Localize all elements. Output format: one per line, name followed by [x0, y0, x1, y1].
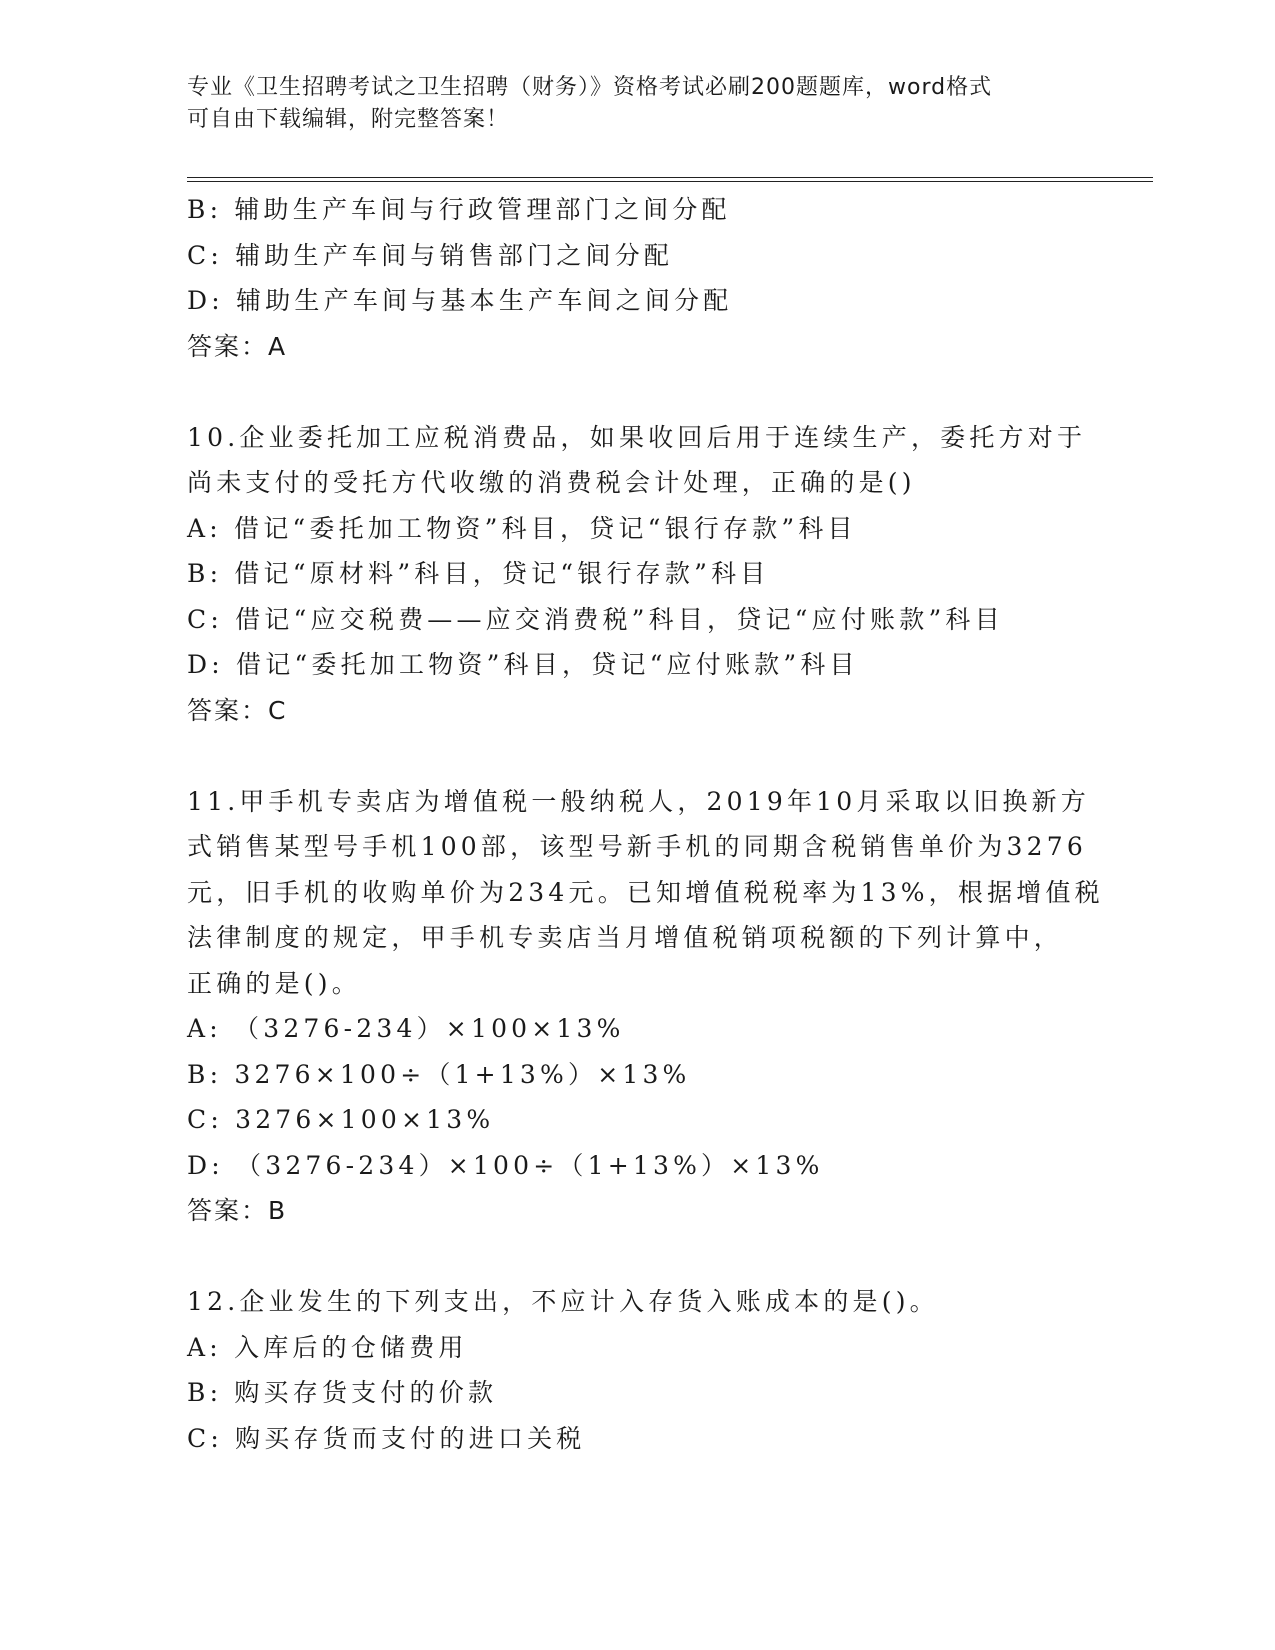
header-line-2: 可自由下载编辑，附完整答案！ [187, 107, 510, 132]
header-line-1: 专业《卫生招聘考试之卫生招聘（财务）》资格考试必刷200题题库，word格式 [187, 75, 993, 100]
question-stem-line: 11.甲手机专卖店为增值税一般纳税人，2019年10月采取以旧换新方 [187, 786, 1090, 816]
question-stem-line: 元，旧手机的收购单价为234元。已知增值税税率为13%，根据增值税 [187, 877, 1104, 907]
option-line: A: 入库后的仓储费用 [187, 1332, 468, 1362]
question-stem-line: 式销售某型号手机100部，该型号新手机的同期含税销售单价为3276 [187, 832, 1087, 861]
question-stem-line: 10.企业委托加工应税消费品，如果收回后用于连续生产，委托方对于 [187, 422, 1087, 452]
answer-line: 答案：B [187, 1196, 288, 1225]
option-line: A: （3276-234）×100×13% [187, 1014, 625, 1043]
option-line: B: 3276×100÷（1+13%）×13% [187, 1059, 691, 1089]
question-block [187, 187, 1087, 369]
option-line: A: 借记“委托加工物资”科目，贷记“银行存款”科目 [187, 513, 857, 543]
answer-line: 答案：C [187, 695, 288, 725]
option-line: D: 辅助生产车间与基本生产车间之间分配 [187, 286, 733, 315]
option-line: B: 借记“原材料”科目，贷记“银行存款”科目 [187, 559, 770, 588]
option-line: C: 辅助生产车间与销售部门之间分配 [187, 240, 674, 270]
option-line: C: 购买存货而支付的进口关税 [187, 1423, 586, 1453]
option-line: C: 借记“应交税费——应交消费税”科目，贷记“应付账款”科目 [187, 604, 1004, 634]
option-line: D: 借记“委托加工物资”科目，贷记“应付账款”科目 [187, 650, 859, 679]
option-line: C: 3276×100×13% [187, 1105, 495, 1134]
header-divider-top [187, 177, 1153, 178]
question-list [187, 187, 1104, 1461]
page-header [187, 72, 1087, 136]
question-block [187, 779, 1104, 1234]
option-line: B: 购买存货支付的价款 [187, 1378, 498, 1407]
option-line: D: （3276-234）×100÷（1+13%）×13% [187, 1150, 824, 1180]
question-block [187, 1279, 1087, 1461]
option-line: B: 辅助生产车间与行政管理部门之间分配 [187, 195, 731, 224]
question-block [187, 415, 1087, 734]
header-divider-bottom [187, 181, 1153, 182]
question-stem-line: 正确的是()。 [187, 968, 361, 998]
answer-line: 答案：A [187, 331, 288, 361]
question-stem-line: 法律制度的规定，甲手机专卖店当月增值税销项税额的下列计算中， [187, 923, 1064, 952]
question-stem-line: 12.企业发生的下列支出，不应计入存货入账成本的是()。 [187, 1287, 939, 1316]
question-stem-line: 尚未支付的受托方代收缴的消费税会计处理，正确的是() [187, 468, 916, 497]
